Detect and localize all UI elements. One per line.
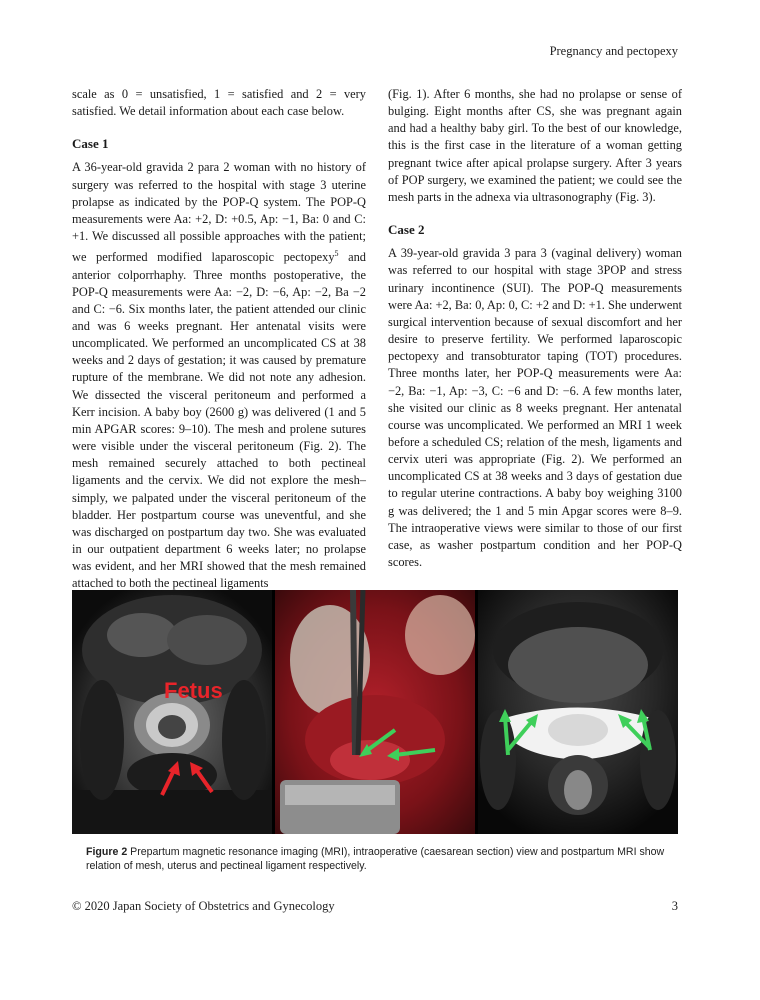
case1-heading: Case 1	[72, 136, 109, 152]
case1-text-a: A 36-year-old gravida 2 para 2 woman with no history of surgery was referred to the hospital with stage 3 uterine prolapse as indicated by the POP-Q system. The POP-Q measurements were Aa: +2, D: +0.5, Ap: −1, Ba: 0 and C: +1. We discussed all possible approaches with the patient; we performed modified laparoscopic pectopexy	[72, 160, 366, 265]
right-column	[388, 86, 682, 571]
left-column	[72, 86, 366, 593]
case2-paragraph: A 39-year-old gravida 3 para 3 (vaginal delivery) woman was referred to our hospital with stage 3POP and stress urinary incontinence (SUI). The POP-Q measurements were Aa: +2, Ba: 0, Ap: 0, C: +2 and D: +1. She underwent surgical intervention because of sexual discomfort and her desire to preserve fertility. We performed laparoscopic pectopexy and transobturator taping (TOT) procedures. Three months later, her POP-Q measurements were Aa: −2, Ba: −1, Ap: −3, C: −6 and D: −6. A few months later, she visited our clinic as 8 weeks pregnant. Her antenatal course was uncomplicated. We performed an MRI 1 week before a scheduled CS; relation of the mesh, ligaments and cervix uteri was appropriate (Fig. 2). We performed an uncomplicated CS at 38 weeks and 3 days of gestation due to regular uterine contractions. A baby boy weighing 3100 g was delivered; the 1 and 5 min Apgar scores were 8–9. The intraoperative views were similar to those of our first case, as washer postpartum condition and her POP-Q scores.	[388, 246, 682, 570]
figure-2	[72, 590, 678, 834]
case1-paragraph	[72, 159, 366, 592]
case1-continued-paragraph: (Fig. 1). After 6 months, she had no prolapse or sense of bulging. Eight months after CS, she was pregnant again and had a healthy baby girl. To the best of our knowledge, this is the first case in the literature of a woman getting pregnant twice after apical prolapse surgery. After 3 years of POP surgery, we examined the patient; we could see the mesh parts in the adnexa via ultrasonography (Fig. 3).	[388, 87, 682, 204]
figure-caption-text: Prepartum magnetic resonance imaging (MRI), intraoperative (caesarean section) view and postpartum MRI show relation of mesh, uterus and pectineal ligament respectively.	[86, 846, 665, 872]
fetus-label: Fetus	[164, 678, 223, 703]
page-number: 3	[671, 899, 678, 913]
intro-paragraph: scale as 0 = unsatisfied, 1 = satisfied and 2 = very satisfied. We detail information about each case below.	[72, 87, 366, 119]
running-title: Pregnancy and pectopexy	[549, 44, 678, 58]
figure-caption	[86, 845, 676, 873]
figure-panel-prepartum-mri	[72, 590, 272, 834]
figure-panel-postpartum-mri	[478, 590, 678, 834]
case1-text-b: and anterior colporrhaphy. Three months postoperative, the POP-Q measurements were Aa: −2, D: −6, Ap: −2, Ba −2 and C: −6. Six months later, the patient attended our clinic and was 6 weeks pregnant. Her antenatal visits were uncomplicated. We performed an uncomplicated CS at 38 weeks and 2 days of gestation; it was caused by premature rupture of the membrane. We did not note any adhesion. We dissected the visceral peritoneum and performed a Kerr incision. A baby boy (2600 g) was delivered (1 and 5 min APGAR scores: 9–10). The mesh and prolene sutures were visible under the visceral peritoneum (Fig. 2). The mesh remained securely attached to both pectineal ligaments and the cervix. We did not explore the mesh–simply, we palpated under the visceral peritoneum of the bladder. Her postpartum course was uneventful, and she was discharged on postpartum day two. She was evaluated in our outpatient department 6 weeks later; no prolapse was evident, and her MRI showed that the mesh remained attached to both the pectineal ligaments	[72, 250, 366, 591]
case2-heading: Case 2	[388, 222, 425, 238]
copyright-notice: © 2020 Japan Society of Obstetrics and Gynecology	[72, 899, 335, 913]
figure-panel-intraoperative	[275, 590, 475, 834]
case1-reference: 5	[334, 249, 339, 259]
figure-caption-label: Figure 2	[86, 846, 128, 858]
